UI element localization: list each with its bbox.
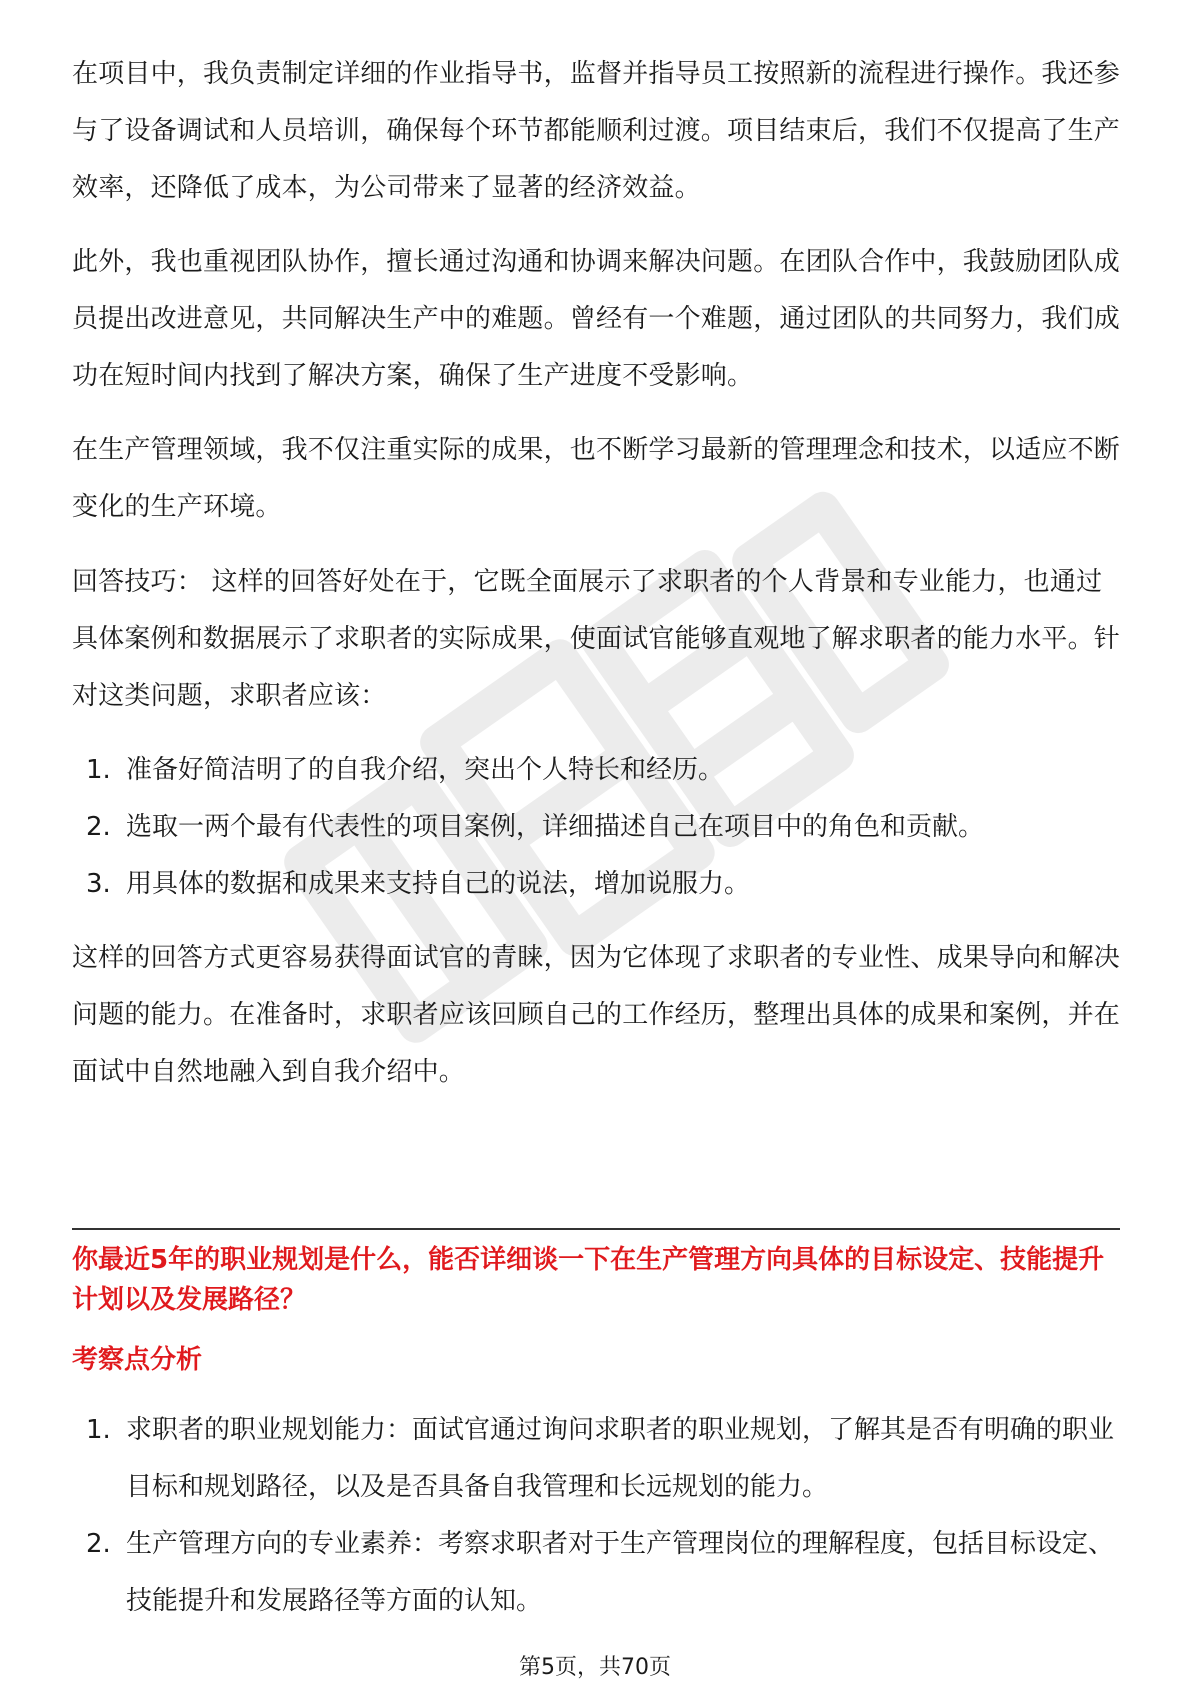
paragraph-teamwork: 此外，我也重视团队协作，擅长通过沟通和协调来解决问题。在团队合作中，我鼓励团队成员提出改进意见，共同解决生产中的难题。曾经有一个难题，通过团队的共同努力，我们成功在短时间内找到了解决方案，确保了生产进度不受影响。 xyxy=(72,247,1121,391)
list-text: 选取一两个最有代表性的项目案例，详细描述自己在项目中的角色和贡献。 xyxy=(126,812,985,842)
list-number: 1. xyxy=(86,1415,111,1445)
list-number: 1. xyxy=(86,755,111,785)
list-text: 求职者的职业规划能力：面试官通过询问求职者的职业规划，了解其是否有明确的职业目标和规划路径，以及是否具备自我管理和长远规划的能力。 xyxy=(126,1415,1115,1502)
analysis-heading: 考察点分析 xyxy=(72,1345,203,1375)
list-item xyxy=(72,742,1122,799)
analysis-list xyxy=(72,1402,1122,1630)
list-number: 2. xyxy=(86,812,111,842)
tips-list xyxy=(72,742,1122,913)
list-text: 生产管理方向的专业素养：考察求职者对于生产管理岗位的理解程度，包括目标设定、技能提升和发展路径等方面的认知。 xyxy=(126,1529,1115,1616)
list-item xyxy=(72,1516,1122,1630)
paragraph-answer-tips: 回答技巧： 这样的回答好处在于，它既全面展示了求职者的个人背景和专业能力，也通过具体案例和数据展示了求职者的实际成果，使面试官能够直观地了解求职者的能力水平。针对这类问题，求职者应该： xyxy=(72,567,1121,711)
paragraph-continuous-learning: 在生产管理领域，我不仅注重实际的成果，也不断学习最新的管理理念和技术，以适应不断变化的生产环境。 xyxy=(72,435,1121,522)
list-text: 准备好简洁明了的自我介绍，突出个人特长和经历。 xyxy=(126,755,725,785)
list-item xyxy=(72,799,1122,856)
list-number: 2. xyxy=(86,1529,111,1559)
list-number: 3. xyxy=(86,869,111,899)
interview-question: 你最近5年的职业规划是什么，能否详细谈一下在生产管理方向具体的目标设定、技能提升计划以及发展路径？ xyxy=(72,1245,1105,1315)
list-item xyxy=(72,856,1122,913)
page-footer: 第5页，共70页 xyxy=(519,1655,671,1680)
list-item xyxy=(72,1402,1122,1516)
section-divider xyxy=(72,1228,1120,1230)
paragraph-project-role: 在项目中，我负责制定详细的作业指导书，监督并指导员工按照新的流程进行操作。我还参与了设备调试和人员培训，确保每个环节都能顺利过渡。项目结束后，我们不仅提高了生产效率，还降低了成本，为公司带来了显著的经济效益。 xyxy=(72,59,1121,203)
paragraph-conclusion: 这样的回答方式更容易获得面试官的青睐，因为它体现了求职者的专业性、成果导向和解决问题的能力。在准备时，求职者应该回顾自己的工作经历，整理出具体的成果和案例，并在面试中自然地融入到自我介绍中。 xyxy=(72,943,1121,1087)
list-text: 用具体的数据和成果来支持自己的说法，增加说服力。 xyxy=(126,869,751,899)
